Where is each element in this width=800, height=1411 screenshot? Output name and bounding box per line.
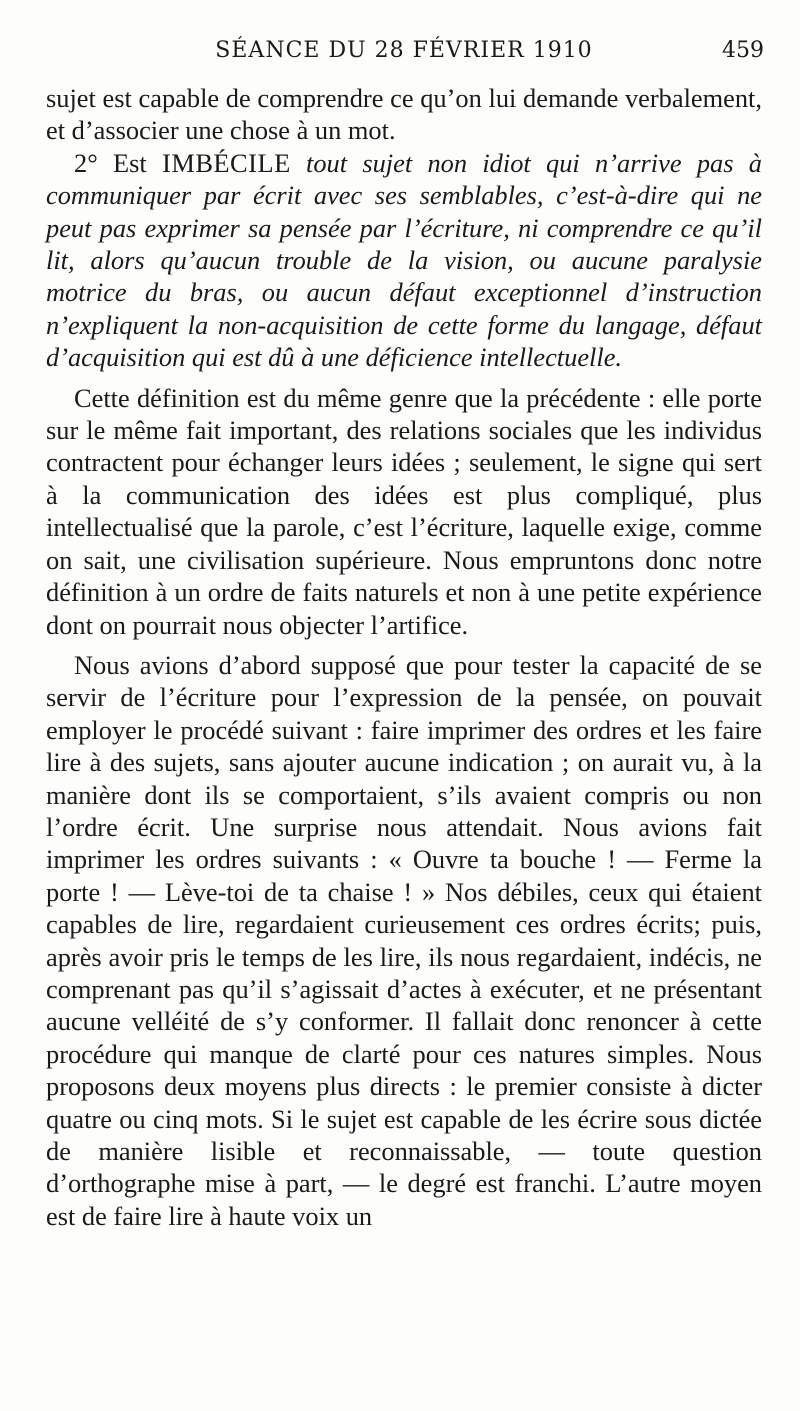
body-text xyxy=(46,82,762,1232)
definition-number: 2° Est xyxy=(74,147,147,178)
paragraph-procedure: Nous avions d’abord supposé que pour tester la capacité de se servir de l’écriture pour l’expression de la pensée, on pouvait employer le procédé suivant : faire imprimer des ordres et les faire lire à des sujets, sans ajouter aucune indication ; on aurait vu, à la manière dont ils se comportaient, s’ils avaient compris ou non l’ordre écrit. Une surprise nous attendait. Nous avions fait imprimer les ordres suivants : « Ouvre ta bouche ! — Ferme la porte ! — Lève-toi de ta chaise ! » Nos débiles, ceux qui étaient capables de lire, regardaient curieusement ces ordres écrits; puis, après avoir pris le temps de les lire, ils nous regardaient, indécis, ne comprenant pas qu’il s’agissait d’actes à exécuter, et ne présentant aucune velléité de s’y conformer. Il fallait donc renoncer à cette procédure qui manque de clarté pour ces natures simples. Nous proposons deux moyens plus directs : le premier consiste à dicter quatre ou cinq mots. Si le sujet est capable de les écrire sous dictée de manière lisible et reconnaissable, — toute question d’orthographe mise à part, — le degré est franchi. L’autre moyen est de faire lire à haute voix un xyxy=(46,649,762,1231)
paragraph-continued: sujet est capable de comprendre ce qu’on lui demande verbalement, et d’associer une chose à un mot. xyxy=(46,83,762,146)
definition-text: tout sujet non idiot qui n’arrive pas à communiquer par écrit avec ses semblables, c’est-à-dire qui ne peut pas exprimer sa pensée par l’écriture, ni comprendre ce qu’il lit, alors qu’aucun trouble de la vision, ou aucune paralysie motrice du bras, ou aucun défaut exceptionnel d’instruction n’expliquent la non-acquisition de cette forme du langage, défaut d’acquisition qui est dû à une déficience intellectuelle. xyxy=(46,147,762,373)
paragraph-commentary: Cette définition est du même genre que la précédente : elle porte sur le même fait important, des relations sociales que les individus contractent pour échanger leurs idées ; seulement, le signe qui sert à la communication des idées est plus compliqué, plus intellectualisé que la parole, c’est l’écriture, laquelle exige, comme on sait, une civilisation supérieure. Nous empruntons donc notre définition à un ordre de faits naturels et non à une petite expérience dont on pourrait nous objecter l’artifice. xyxy=(46,382,762,640)
running-title: SÉANCE DU 28 FÉVRIER 1910 xyxy=(215,38,593,63)
definition-term: IMBÉCILE xyxy=(162,147,291,178)
running-head xyxy=(44,38,764,72)
paragraph-definition-imbecile xyxy=(46,147,762,374)
page-number: 459 xyxy=(722,38,764,63)
